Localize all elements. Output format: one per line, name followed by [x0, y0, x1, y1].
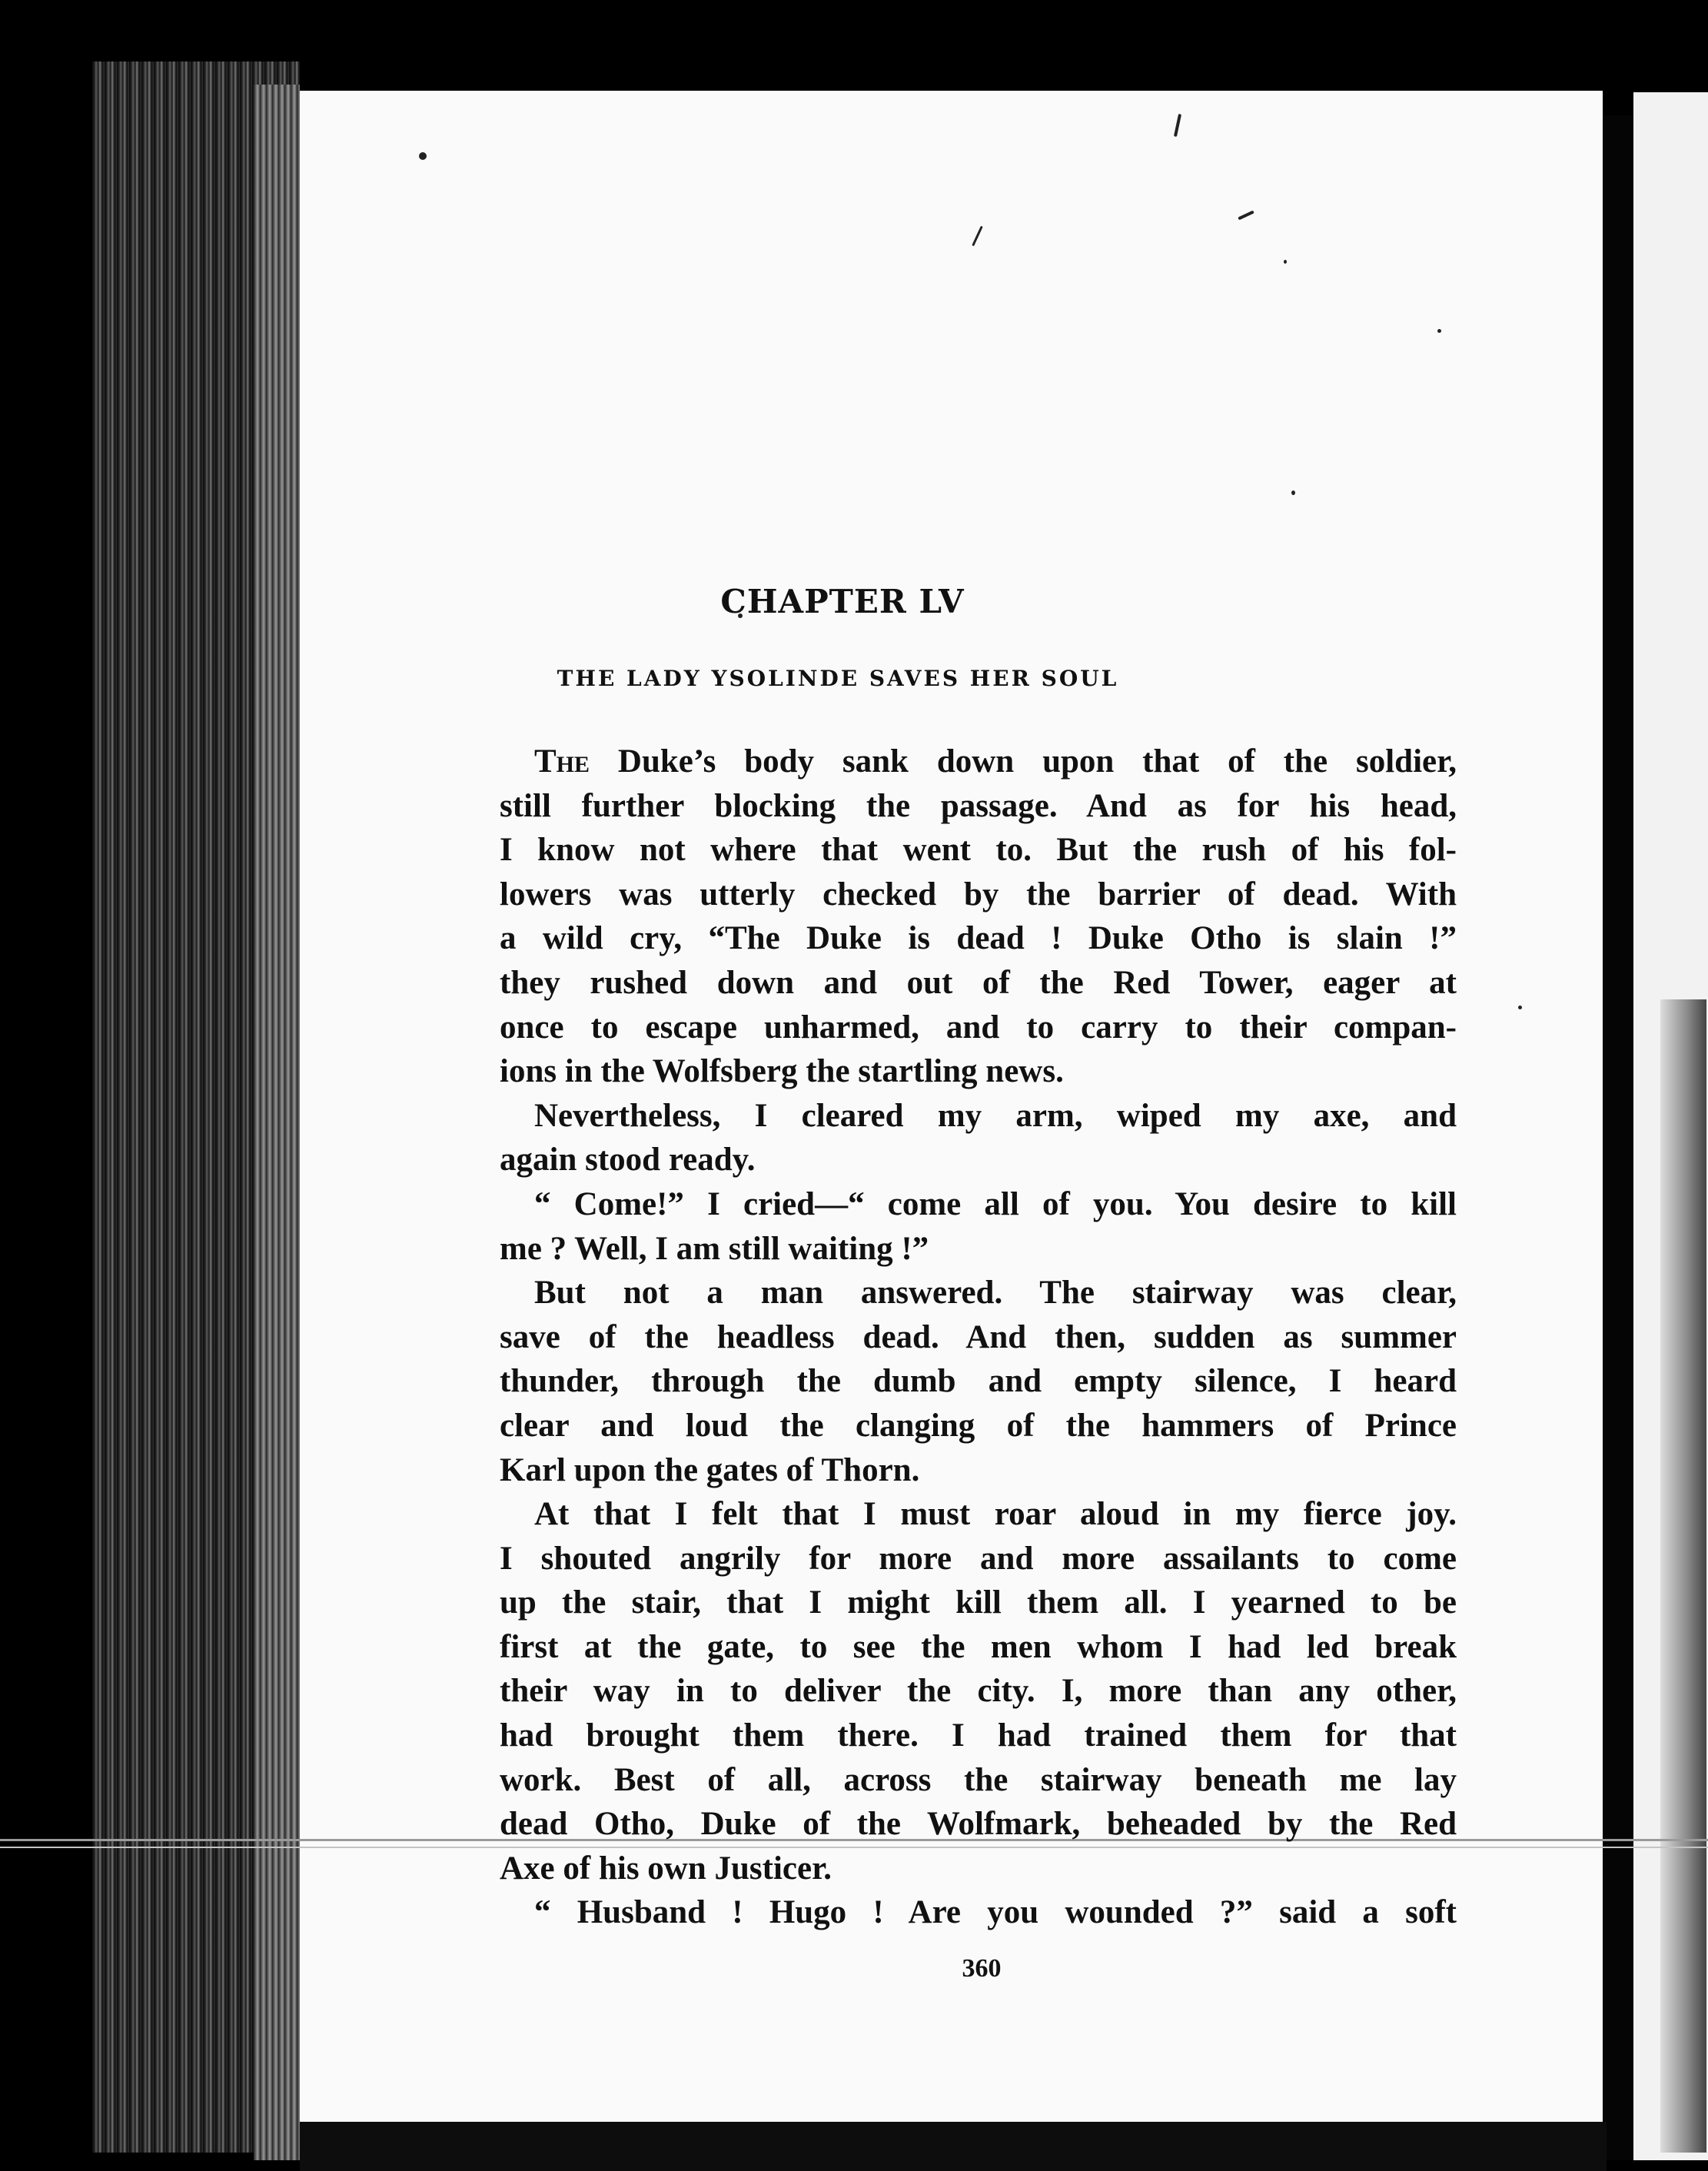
- text-line: But not a man answered. The stairway was clear,: [534, 1275, 1457, 1312]
- text-line: The Duke’s body sank down upon that of the soldier,: [534, 743, 1457, 780]
- text-line: save of the headless dead. And then, sudden as summer: [500, 1318, 1457, 1355]
- chapter-title: CHAPTER LV: [720, 583, 965, 620]
- chapter-subtitle: THE LADY YSOLINDE SAVES HER SOUL: [557, 666, 1119, 691]
- text-line: work. Best of all, across the stairway beneath me lay: [500, 1761, 1457, 1798]
- text-line: “ Come!” I cried—“ come all of you. You desire to kill: [534, 1185, 1457, 1222]
- text-line: At that I felt that I must roar aloud in my fierce joy.: [534, 1496, 1457, 1533]
- facing-page-shadow: [1660, 999, 1706, 2153]
- text-line: again stood ready.: [500, 1142, 756, 1179]
- text-line: Nevertheless, I cleared my arm, wiped my axe, and: [534, 1097, 1457, 1134]
- text-line: “ Husband ! Hugo ! Are you wounded ?” said a soft: [534, 1894, 1457, 1931]
- text-line: I know not where that went to. But the rush of his fol-: [500, 832, 1457, 869]
- text-line: me ? Well, I am still waiting !”: [500, 1230, 929, 1267]
- body-text: [500, 740, 1457, 1935]
- text-line: their way in to deliver the city. I, more than any other,: [500, 1673, 1457, 1710]
- bottom-dark-band: [300, 2122, 1607, 2171]
- text-line: thunder, through the dumb and empty silence, I heard: [500, 1363, 1457, 1400]
- right-page-gutter: [1603, 115, 1633, 2160]
- text-line: Axe of his own Justicer.: [500, 1850, 832, 1887]
- text-line: Karl upon the gates of Thorn.: [500, 1451, 920, 1488]
- page-number: 360: [962, 1954, 1002, 1983]
- text-line: ions in the Wolfsberg the startling news.: [500, 1053, 1064, 1090]
- text-line: dead Otho, Duke of the Wolfmark, beheaded by the Red: [500, 1806, 1457, 1843]
- text-line: I shouted angrily for more and more assailants to come: [500, 1540, 1457, 1577]
- text-line: once to escape unharmed, and to carry to their compan-: [500, 1009, 1457, 1046]
- text-line: up the stair, that I might kill them all. I yearned to be: [500, 1584, 1457, 1621]
- text-line: clear and loud the clanging of the hammers of Prince: [500, 1407, 1457, 1444]
- page-stack-edge: [254, 85, 300, 2160]
- text-line: a wild cry, “The Duke is dead ! Duke Otho is slain !”: [500, 920, 1457, 957]
- text-line: they rushed down and out of the Red Tower, eager at: [500, 964, 1457, 1001]
- text-line: first at the gate, to see the men whom I had led break: [500, 1628, 1457, 1665]
- text-line: lowers was utterly checked by the barrier of dead. With: [500, 876, 1457, 913]
- text-line: had brought them there. I had trained them for that: [500, 1717, 1457, 1754]
- text-line: still further blocking the passage. And as for his head,: [500, 787, 1457, 824]
